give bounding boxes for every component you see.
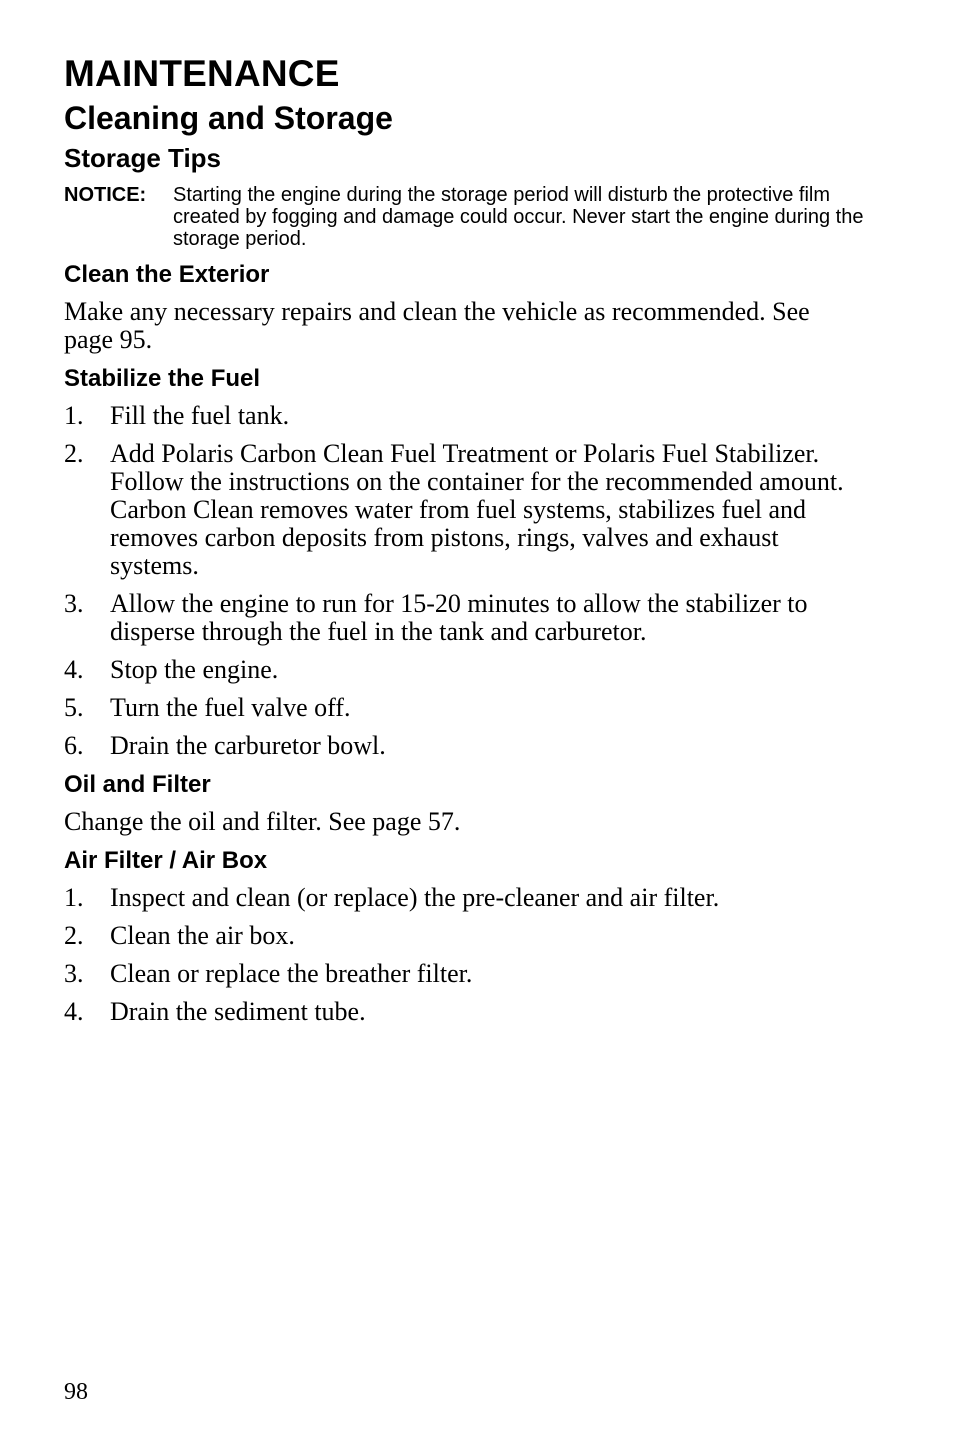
step-text: Clean or replace the breather filter.	[110, 959, 473, 988]
stabilize-fuel-steps	[64, 402, 864, 760]
notice-text: Starting the engine during the storage period will disturb the protective film created by fogging and damage could occur. Never start the engine during the storage period.	[173, 184, 864, 250]
list-item	[64, 694, 864, 722]
step-number: 6.	[64, 731, 84, 760]
step-text: Stop the engine.	[110, 655, 279, 684]
step-text: Add Polaris Carbon Clean Fuel Treatment or Polaris Fuel Stabilizer. Follow the instructions on the container for the recommended amount. Carbon Clean removes water from fuel systems, stabilizes fuel and removes carbon deposits from pistons, rings, valves and exhaust systems.	[110, 439, 844, 580]
subsection-title: Storage Tips	[64, 143, 222, 173]
list-item	[64, 402, 864, 430]
air-filter-section	[64, 846, 864, 1026]
step-text: Clean the air box.	[110, 921, 295, 950]
list-item	[64, 884, 864, 912]
oil-filter-section	[64, 770, 864, 836]
list-item	[64, 590, 864, 646]
step-number: 5.	[64, 693, 84, 722]
oil-filter-heading: Oil and Filter	[64, 771, 211, 798]
oil-filter-text: Change the oil and filter. See page 57.	[64, 807, 461, 836]
stabilize-fuel-section	[64, 364, 864, 760]
clean-exterior-text: Make any necessary repairs and clean the vehicle as recommended. See page 95.	[64, 297, 810, 354]
step-text: Fill the fuel tank.	[110, 401, 290, 430]
step-number: 3.	[64, 959, 84, 988]
step-number: 2.	[64, 921, 84, 950]
page-number: 98	[64, 1379, 88, 1405]
step-text: Drain the sediment tube.	[110, 997, 366, 1026]
chapter-title: MAINTENANCE	[64, 53, 340, 94]
clean-exterior-heading: Clean the Exterior	[64, 261, 270, 288]
step-text: Turn the fuel valve off.	[110, 693, 351, 722]
step-number: 4.	[64, 655, 84, 684]
step-text: Allow the engine to run for 15-20 minutes to allow the stabilizer to disperse through the fuel in the tank and carburetor.	[110, 589, 808, 646]
step-number: 3.	[64, 589, 84, 618]
list-item	[64, 656, 864, 684]
step-number: 4.	[64, 997, 84, 1026]
list-item	[64, 922, 864, 950]
air-filter-steps	[64, 884, 864, 1026]
step-text: Inspect and clean (or replace) the pre-cleaner and air filter.	[110, 883, 720, 912]
step-number: 2.	[64, 439, 84, 468]
clean-exterior-section	[64, 260, 864, 354]
notice-block	[64, 184, 864, 250]
manual-page	[64, 52, 864, 1036]
step-number: 1.	[64, 883, 84, 912]
list-item	[64, 998, 864, 1026]
step-number: 1.	[64, 401, 84, 430]
list-item	[64, 960, 864, 988]
stabilize-fuel-heading: Stabilize the Fuel	[64, 365, 261, 392]
air-filter-heading: Air Filter / Air Box	[64, 847, 268, 874]
section-title: Cleaning and Storage	[64, 100, 393, 136]
list-item	[64, 732, 864, 760]
notice-label: NOTICE:	[64, 184, 147, 206]
list-item	[64, 440, 864, 580]
step-text: Drain the carburetor bowl.	[110, 731, 386, 760]
